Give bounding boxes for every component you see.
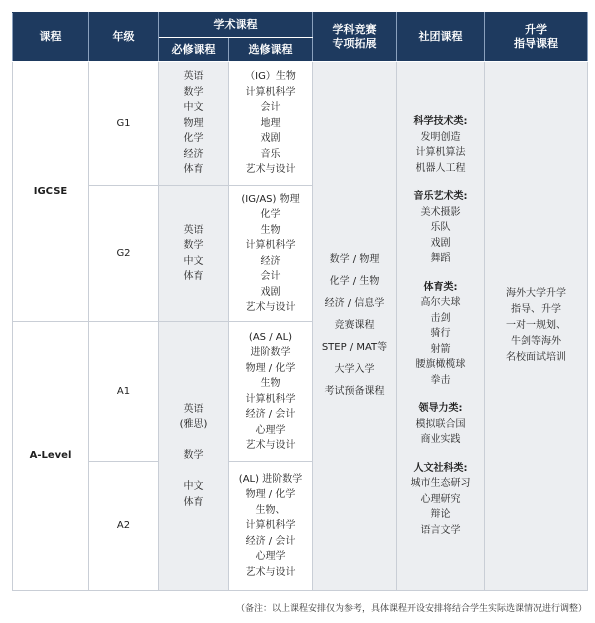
club-group-title: 领导力类: [418,403,463,414]
competition-item: 数学 / 物理 [329,254,380,265]
club-item: 辩论 [430,509,451,520]
club-item: 城市生态研习 [410,478,471,489]
elective-course: (AL) 进阶数学 [238,473,303,485]
elective-course: (AS / AL) [248,331,293,343]
required-course: 体育 [183,496,204,508]
required-course: 中文 [183,102,204,114]
clubs-cell [397,62,485,591]
elective-course: 音乐 [260,148,281,160]
curriculum-table [12,12,588,591]
required-course: 英语 [183,403,204,415]
guidance-item: 一对一规划、 [506,320,566,331]
required-course: 经济 [183,148,204,160]
elective-course: 戏剧 [260,286,281,298]
club-item: 机器人工程 [415,162,466,174]
required-course: 体育 [183,164,204,176]
elective-course: 艺术与设计 [245,566,296,578]
elective-course: 心理学 [255,551,286,563]
elective-course: 计算机科学 [245,520,296,532]
header-competition-line1: 学科竞赛 [332,23,377,36]
required-course [159,433,228,449]
club-item: 击剑 [430,312,451,324]
club-item: 骑行 [430,328,451,339]
club-group [397,461,484,539]
elective-course: 经济 / 会计 [245,535,296,547]
grade-g1: G1 [89,62,159,186]
guidance-item: 指导、升学 [511,304,561,315]
elective-course: 生物、 [255,504,286,516]
competition-item: STEP / MAT等 [321,342,388,353]
required-course: 英语 [183,224,204,236]
elective-course: 艺术与设计 [245,302,296,313]
club-item: 语言文学 [420,524,461,536]
elective-course: 艺术与设计 [245,440,296,451]
header-academic: 学术课程 [159,13,313,38]
club-group-title: 体育类: [423,281,458,293]
elective-course: 物理 / 化学 [245,362,296,374]
club-item: 戏剧 [430,237,451,249]
elective-course: 生物 [260,224,281,236]
elective-a1 [229,322,313,462]
required-course: 中文 [183,255,204,267]
club-group-title: 音乐艺术类: [413,191,468,202]
required-course: 化学 [183,133,204,145]
club-item: 模拟联合国 [415,418,466,430]
elective-course: 化学 [260,209,281,220]
header-competition-line2: 专项拓展 [332,37,377,50]
required-course: 英语 [183,71,204,83]
club-item: 高尔夫球 [420,297,461,308]
guidance-cell [485,62,588,591]
header-curriculum: 课程 [13,13,89,62]
elective-course: 生物 [260,378,281,389]
club-item: 腰旗橄榄球 [415,359,466,370]
competition-item: 大学入学 [334,364,375,375]
required-course: 物理 [183,117,204,129]
elective-course: 艺术与设计 [245,164,296,176]
header-required: 必修课程 [159,38,229,62]
club-item: 发明创造 [420,131,461,143]
elective-g2 [229,186,313,322]
club-item: 心理研究 [420,493,461,505]
elective-course: (IG/AS) 物理 [241,193,300,205]
guidance-item: 牛剑等海外 [511,336,561,347]
club-item: 美术摄影 [420,206,461,218]
grade-g2: G2 [89,186,159,322]
header-grade: 年级 [89,13,159,62]
club-group [397,280,484,389]
elective-g1 [229,62,313,186]
header-guidance-line1: 升学 [525,23,547,36]
required-course: 数学 [183,86,204,98]
required-g2 [159,186,229,322]
club-group [397,114,484,176]
required-course: 数学 [183,240,204,251]
required-course: (雅思) [179,419,208,431]
elective-course: 心理学 [255,424,286,436]
elective-course: 计算机科学 [245,240,296,251]
elective-course: 戏剧 [260,133,281,145]
grade-a1: A1 [89,322,159,462]
club-group [397,401,484,448]
elective-course: 地理 [260,117,281,129]
elective-course: 会计 [260,102,281,114]
competition-item: 经济 / 信息学 [324,298,385,309]
curriculum-alevel: A-Level [13,322,89,591]
elective-course: 计算机科学 [245,86,296,98]
club-group [397,189,484,267]
header-guidance-line2: 指导课程 [514,37,558,50]
required-alevel [159,322,229,591]
elective-a2 [229,462,313,591]
footnote: （备注：以上课程安排仅为参考，具体课程开设安排将结合学生实际选课情况进行调整） [235,604,587,614]
elective-course: 经济 / 会计 [245,409,296,420]
header-clubs: 社团课程 [397,13,485,62]
competition-item: 化学 / 生物 [329,276,380,287]
club-item: 射箭 [430,343,451,355]
guidance-item: 名校面试培训 [506,352,566,363]
club-item: 计算机算法 [415,147,466,158]
header-guidance [485,13,588,62]
guidance-item: 海外大学升学 [506,288,566,299]
elective-course: （IG）生物 [245,71,296,83]
elective-course: 物理 / 化学 [245,489,296,501]
club-item: 乐队 [430,222,451,233]
club-group-title: 人文社科类: [413,462,468,474]
required-course: 数学 [183,450,204,462]
required-course [159,464,228,480]
club-item: 商业实践 [420,434,461,445]
competition-cell [313,62,397,591]
required-course: 体育 [183,271,204,282]
elective-course: 经济 [260,255,281,267]
required-course: 中文 [183,481,204,493]
elective-course: 计算机科学 [245,393,296,405]
grade-a2: A2 [89,462,159,591]
competition-item: 竞赛课程 [334,320,375,331]
competition-item: 考试预备课程 [324,386,385,397]
header-competition [313,13,397,62]
header-elective: 选修课程 [229,38,313,62]
club-item: 舞蹈 [430,253,451,264]
club-item: 拳击 [430,374,451,386]
elective-course: 进阶数学 [250,347,291,358]
elective-course: 会计 [260,271,281,282]
required-g1 [159,62,229,186]
curriculum-igcse: IGCSE [13,62,89,322]
club-group-title: 科学技术类: [413,116,468,127]
